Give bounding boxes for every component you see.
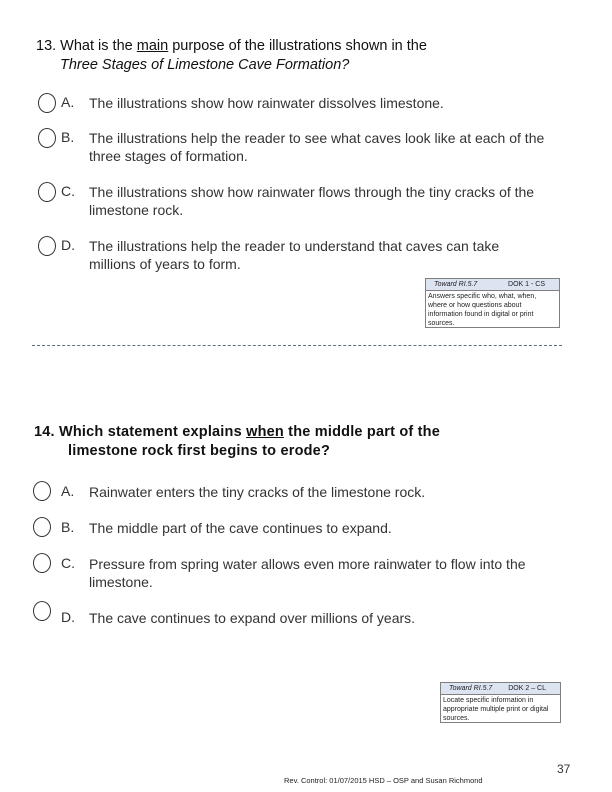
answer-13d-letter: D. (61, 237, 75, 253)
question-14-title-line2: limestone rock first begins to erode? (68, 443, 331, 459)
dok-level: DOK 1 - CS (508, 281, 545, 288)
question-14-title: 14. Which statement explains when the middle part of the limestone rock first begins to erode? (34, 423, 579, 461)
answer-13c-bubble[interactable] (38, 182, 56, 202)
answer-14d-letter: D. (61, 609, 75, 625)
answer-14b-letter: B. (61, 519, 75, 535)
standard-box-13 (425, 278, 560, 328)
answer-14c-bubble[interactable] (33, 553, 51, 573)
revision-control-footer: Rev. Control: 01/07/2015 HSD – OSP and Susan Richmond (284, 776, 483, 785)
emphasis-main: main (136, 38, 169, 54)
standard-header (426, 279, 559, 291)
emphasis-when: when (246, 424, 284, 440)
answer-14b-bubble[interactable] (33, 517, 51, 537)
answer-14c-letter: C. (61, 555, 75, 571)
answer-13b-bubble[interactable] (38, 128, 56, 148)
answer-13c-letter: C. (61, 183, 75, 199)
answer-13a-bubble[interactable] (38, 93, 56, 113)
answer-14b-text: The middle part of the cave continues to expand. (89, 520, 392, 536)
answer-14c-text: Pressure from spring water allows even more rainwater to flow into the limestone. (89, 556, 526, 590)
page-number: 37 (557, 762, 571, 776)
standard-box-14 (440, 682, 561, 723)
answer-14a-text: Rainwater enters the tiny cracks of the limestone rock. (89, 484, 426, 500)
standard-code: Toward RI.5.7 (434, 281, 478, 288)
standard-description: Locate specific information in appropriate multiple print or digital sources. (443, 697, 549, 722)
answer-13d-text: The illustrations help the reader to understand that caves can take millions of years to form. (89, 238, 500, 272)
answer-14a-bubble[interactable] (33, 481, 51, 501)
dok-level: DOK 2 – CL (508, 685, 546, 692)
answer-13c-text: The illustrations show how rainwater flows through the tiny cracks of the limestone rock. (89, 184, 535, 218)
answer-13b-text: The illustrations help the reader to see what caves look like at each of the three stages of formation. (89, 130, 545, 164)
section-divider (32, 345, 562, 346)
answer-14d-text: The cave continues to expand over millions of years. (89, 610, 416, 626)
answer-13d-bubble[interactable] (38, 236, 56, 256)
answer-14d-bubble[interactable] (33, 601, 51, 621)
standard-description: Answers specific who, what, when, where or how questions about information found in digital or print sources. (428, 293, 537, 327)
answer-13b-letter: B. (61, 129, 75, 145)
standard-header (441, 683, 560, 695)
question-13-title: 13. What is the main purpose of the illustrations shown in the Three Stages of Limestone Cave Formation? (36, 37, 576, 75)
answer-14a-letter: A. (61, 483, 75, 499)
question-13-title-line2: Three Stages of Limestone Cave Formation? (60, 57, 350, 73)
standard-code: Toward RI.5.7 (449, 685, 493, 692)
answer-13a-text: The illustrations show how rainwater dissolves limestone. (89, 95, 444, 111)
answer-13a-letter: A. (61, 94, 75, 110)
